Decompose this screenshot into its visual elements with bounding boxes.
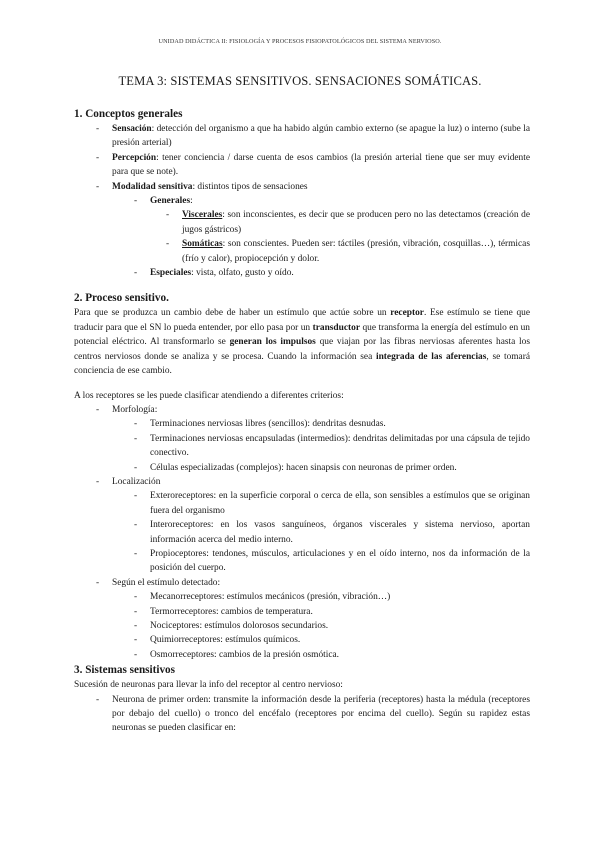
list-text: Mecanorreceptores: estímulos mecánicos (presión, vibración…) (150, 592, 391, 603)
text-run: que transforma la energía del estímulo en un potencial eléctrico. Al transformarlo se (74, 322, 530, 348)
list-item (134, 547, 530, 576)
paragraph: Sucesión de neuronas para llevar la info del receptor al centro nervioso: (74, 680, 343, 691)
list-text: Terminaciones nerviosas encapsuladas (intermedios): dendritas delimitadas por una cápsula de tejido conectivo. (150, 433, 530, 459)
bullet-dash: - (134, 548, 138, 559)
term: integrada de las aferencias (375, 351, 487, 362)
list-item (134, 619, 530, 633)
bullet-dash: - (96, 152, 100, 163)
bullet-dash: - (134, 635, 138, 646)
list-item (96, 151, 530, 180)
text-run: . Ese estímulo se tiene que traducir para que el SN lo pueda entender, por ello pasa por un (74, 308, 530, 333)
list-item (166, 237, 530, 266)
term: Somáticas (182, 239, 223, 250)
list-item (96, 180, 530, 194)
list-item (134, 633, 530, 647)
list-item (134, 518, 530, 547)
bullet-dash: - (134, 649, 138, 660)
term: receptor (390, 308, 424, 319)
bullet-dash: - (96, 694, 100, 705)
bullet-dash: - (134, 268, 138, 279)
bullet-dash: - (134, 433, 138, 444)
bullet-dash: - (96, 577, 100, 588)
definition: : distintos tipos de sensaciones (192, 181, 308, 192)
list-item (134, 432, 530, 461)
paragraph (74, 306, 530, 378)
list-item (134, 590, 530, 604)
list-item (134, 266, 530, 280)
bullet-dash: - (134, 520, 138, 531)
paragraph: A los receptores se les puede clasificar atendiendo a diferentes criterios: (74, 390, 344, 401)
document-body (74, 106, 530, 736)
bullet-dash: - (96, 181, 100, 192)
term: Especiales (150, 268, 192, 279)
criterion-label: Localización (112, 476, 161, 487)
bullet-dash: - (134, 419, 138, 430)
list-text: Osmorreceptores: cambios de la presión osmótica. (150, 649, 340, 660)
list-text: Interoreceptores: en los vasos sanguíneos, órganos viscerales y sistema nervioso, aportan información acerca del medio interno. (150, 520, 530, 545)
list-item (96, 403, 530, 417)
term: Modalidad sensitiva (112, 181, 193, 192)
definition: : (190, 196, 193, 207)
bullet-dash: - (96, 404, 100, 415)
bullet-dash: - (134, 491, 138, 502)
list-text: Nociceptores: estímulos dolorosos secundarios. (150, 621, 329, 631)
bullet-dash: - (134, 462, 138, 473)
list-text: Propioceptores: tendones, músculos, articulaciones y en el oído interno, nos da información de la posición del cuerpo. (150, 548, 530, 574)
definition: : vista, olfato, gusto y oído. (191, 268, 294, 279)
definition: : detección del organismo a que ha habido algún cambio externo (se apague la luz) o interno (sube la presión arterial) (112, 124, 530, 149)
term: generan los impulsos (229, 337, 316, 348)
term: Generales (150, 196, 191, 207)
bullet-dash: - (166, 210, 170, 221)
bullet-dash: - (134, 196, 138, 207)
section-1-heading: 1. Conceptos generales (74, 108, 183, 120)
bullet-dash: - (166, 239, 170, 250)
list-item (166, 208, 530, 237)
list-text: Quimiorreceptores: estímulos químicos. (150, 635, 301, 646)
list-text: Exteroreceptores: en la superficie corporal o cerca de ella, son sensibles a estímulos que se originan fuera del organismo (150, 491, 530, 516)
list-item (134, 461, 530, 475)
list-item (96, 475, 530, 489)
neurons-list (74, 693, 530, 736)
text-run: que viajan por las fibras nerviosas aferentes hasta los centros nerviosos donde se analiza y se procesa. Cuando la información sea (74, 337, 530, 362)
term: transductor (312, 322, 360, 333)
bullet-dash: - (134, 592, 138, 603)
page-title: TEMA 3: SISTEMAS SENSITIVOS. SENSACIONES SOMÁTICAS. (118, 74, 482, 88)
term: Viscerales (182, 210, 223, 221)
list-item (96, 693, 530, 736)
bullet-dash: - (134, 606, 138, 617)
list-item (134, 489, 530, 518)
list-item (134, 194, 530, 208)
list-text: Terminaciones nerviosas libres (sencillos): dendritas desnudas. (150, 419, 386, 430)
criteria-list (74, 403, 530, 662)
bullet-dash: - (96, 476, 100, 487)
section-3-heading: 3. Sistemas sensitivos (74, 664, 176, 677)
term: Sensación (112, 124, 152, 134)
running-header: UNIDAD DIDÁCTICA II: FISIOLOGÍA Y PROCESOS FISIOPATOLÓGICOS DEL SISTEMA NERVIOSO. (158, 38, 442, 45)
concepts-list (74, 122, 530, 280)
criterion-label: Según el estímulo detectado: (112, 577, 221, 588)
list-item (134, 605, 530, 619)
criterion-label: Morfología: (112, 404, 158, 415)
definition: : tener conciencia / darse cuenta de esos cambios (la presión arterial tiene que ser muy evidente para que se note). (112, 152, 530, 178)
list-text: Células especializadas (complejos): hacen sinapsis con neuronas de primer orden. (150, 462, 457, 473)
term: Percepción (112, 152, 157, 163)
list-item (96, 122, 530, 151)
list-item (134, 417, 530, 431)
text-run: , se tomará conciencia de ese cambio. (74, 351, 530, 377)
list-item (96, 576, 530, 590)
bullet-dash: - (96, 124, 100, 134)
section-2-heading: 2. Proceso sensitivo. (74, 292, 169, 305)
list-text: Termorreceptores: cambios de temperatura. (150, 606, 313, 617)
list-text: Neurona de primer orden: transmite la información desde la periferia (receptores) hasta la médula (receptores por debajo del cuello) o tronco del encéfalo (receptores por encima del cuello). Según su rapidez estas neuronas se pueden clasificar en: (112, 694, 530, 734)
definition: : son inconscientes, es decir que se producen pero no las detectamos (creación de jugos gástricos) (182, 210, 530, 235)
bullet-dash: - (134, 621, 138, 631)
definition: : son conscientes. Pueden ser: táctiles (presión, vibración, cosquillas…), térmicas (frío y calor), propiocepción y dolor. (182, 239, 530, 264)
text-run: Para que se produzca un cambio debe de haber un estímulo que actúe sobre un (74, 308, 391, 319)
list-item (134, 648, 530, 662)
